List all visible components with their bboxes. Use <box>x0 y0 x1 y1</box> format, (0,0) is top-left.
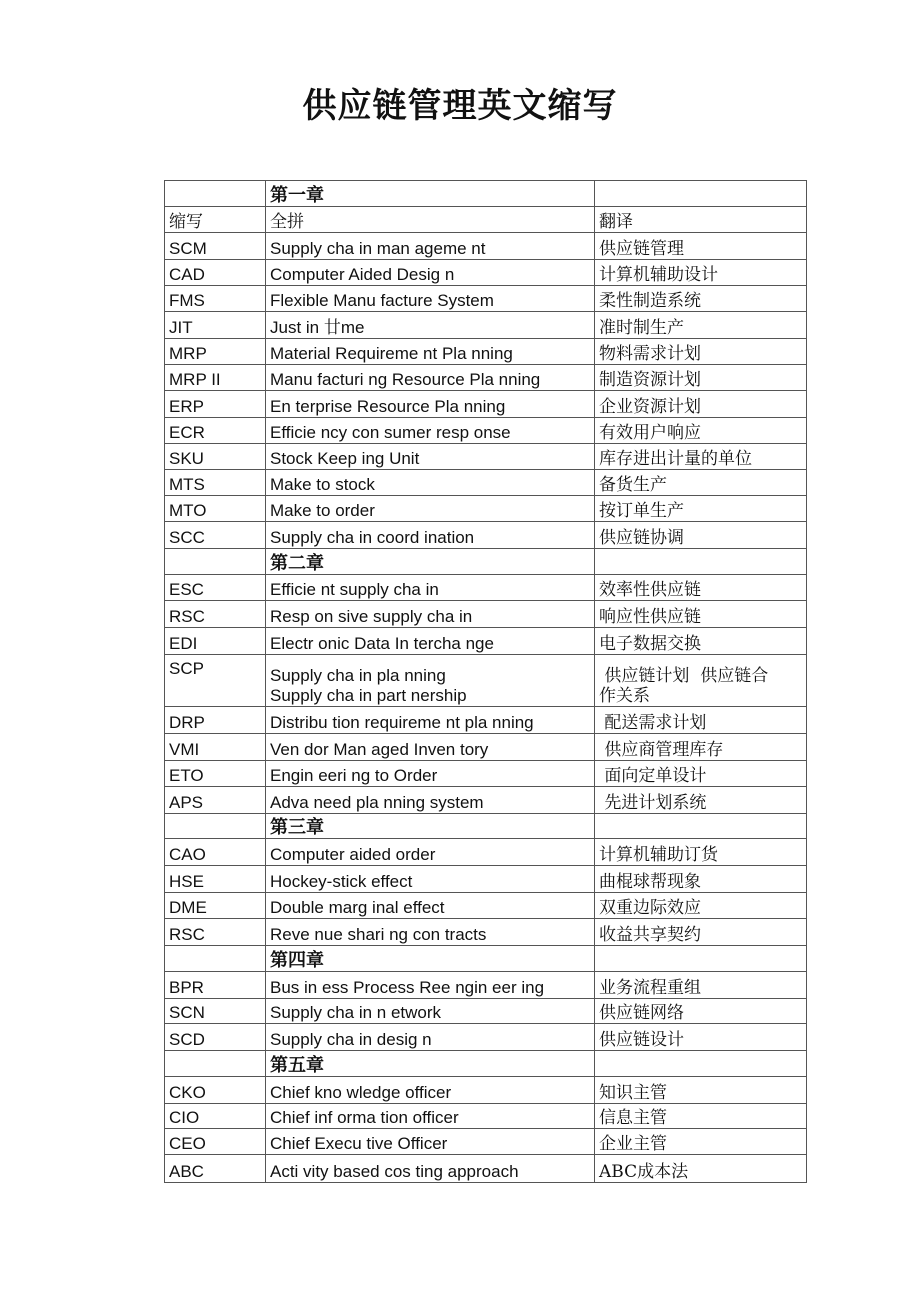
full-cell: Chief inf orma tion officer <box>266 1104 595 1129</box>
zh-cell: 面向定单设计 <box>595 761 807 787</box>
abbr-cell: RSC <box>165 601 266 628</box>
full-cell: Efficie nt supply cha in <box>266 575 595 601</box>
full-cell: Hockey-stick effect <box>266 866 595 893</box>
table-row <box>165 866 807 893</box>
full-line: Supply cha in part nership <box>270 686 467 705</box>
full-cell: Supply cha in n etwork <box>266 999 595 1024</box>
zh-cell: 业务流程重组 <box>595 972 807 999</box>
abbr-cell: RSC <box>165 919 266 946</box>
full-cell: Engin eeri ng to Order <box>266 761 595 787</box>
table-row <box>165 839 807 866</box>
full-cell: Just in 廿me <box>266 312 595 339</box>
abbr-cell: SCP <box>165 655 266 707</box>
header-row <box>165 207 807 233</box>
zh-cell: 计算机辅助订货 <box>595 839 807 866</box>
abbr-cell: ESC <box>165 575 266 601</box>
empty-cell <box>595 814 807 839</box>
header-abbr: 缩写 <box>165 207 266 233</box>
empty-cell <box>165 181 266 207</box>
table-row <box>165 761 807 787</box>
full-cell: Computer aided order <box>266 839 595 866</box>
zh-cell: 制造资源计划 <box>595 365 807 391</box>
table-row <box>165 972 807 999</box>
full-cell: Make to stock <box>266 470 595 496</box>
header-translation: 翻译 <box>595 207 807 233</box>
table-row <box>165 444 807 470</box>
chapter-heading: 第四章 <box>266 946 595 972</box>
full-cell: Bus in ess Process Ree ngin eer ing <box>266 972 595 999</box>
full-cell: Double marg inal effect <box>266 893 595 919</box>
zh-cell: ABC成本法 <box>595 1155 807 1183</box>
table-row <box>165 365 807 391</box>
zh-cell: 效率性供应链 <box>595 575 807 601</box>
zh-cell: 计算机辅助设计 <box>595 260 807 286</box>
abbr-cell: CAO <box>165 839 266 866</box>
table-row <box>165 1129 807 1155</box>
full-cell: Supply cha in desig n <box>266 1024 595 1051</box>
table-row <box>165 418 807 444</box>
abbr-cell: CAD <box>165 260 266 286</box>
chapter-heading: 第五章 <box>266 1051 595 1077</box>
chapter-heading: 第二章 <box>266 549 595 575</box>
abbr-cell: MTS <box>165 470 266 496</box>
table-row <box>165 233 807 260</box>
chapter-heading: 第三章 <box>266 814 595 839</box>
empty-cell <box>165 946 266 972</box>
zh-cell: 曲棍球帮现象 <box>595 866 807 893</box>
table-row <box>165 787 807 814</box>
table-row <box>165 734 807 761</box>
zh-cell: 供应链管理 <box>595 233 807 260</box>
empty-cell <box>165 1051 266 1077</box>
full-cell <box>266 655 595 707</box>
abbr-cell: SCN <box>165 999 266 1024</box>
zh-line: 作关系 <box>599 686 650 706</box>
table-row <box>165 601 807 628</box>
full-cell: Electr onic Data In tercha nge <box>266 628 595 655</box>
abbr-cell: SCD <box>165 1024 266 1051</box>
table-row <box>165 628 807 655</box>
full-cell: Manu facturi ng Resource Pla nning <box>266 365 595 391</box>
full-cell: Material Requireme nt Pla nning <box>266 339 595 365</box>
abbr-cell: JIT <box>165 312 266 339</box>
full-cell: Chief Execu tive Officer <box>266 1129 595 1155</box>
abbr-cell: ABC <box>165 1155 266 1183</box>
empty-cell <box>595 1051 807 1077</box>
abbr-cell: SCM <box>165 233 266 260</box>
chapter-row <box>165 1051 807 1077</box>
table-row <box>165 339 807 365</box>
full-cell: Stock Keep ing Unit <box>266 444 595 470</box>
zh-cell: 有效用户响应 <box>595 418 807 444</box>
abbr-cell: MRP <box>165 339 266 365</box>
zh-cell: 电子数据交换 <box>595 628 807 655</box>
abbr-cell: CKO <box>165 1077 266 1104</box>
zh-cell: 物料需求计划 <box>595 339 807 365</box>
table-row <box>165 707 807 734</box>
table-row <box>165 496 807 522</box>
full-cell: Supply cha in coord ination <box>266 522 595 549</box>
abbr-cell: ECR <box>165 418 266 444</box>
table-row <box>165 1155 807 1183</box>
zh-cell: 企业资源计划 <box>595 391 807 418</box>
chapter-row <box>165 814 807 839</box>
zh-cell: 库存进出计量的单位 <box>595 444 807 470</box>
abbr-cell: ERP <box>165 391 266 418</box>
empty-cell <box>595 181 807 207</box>
full-cell: Efficie ncy con sumer resp onse <box>266 418 595 444</box>
full-cell: Supply cha in man ageme nt <box>266 233 595 260</box>
zh-cell: 先进计划系统 <box>595 787 807 814</box>
zh-cell: 柔性制造系统 <box>595 286 807 312</box>
full-cell: En terprise Resource Pla nning <box>266 391 595 418</box>
zh-cell: 配送需求计划 <box>595 707 807 734</box>
full-cell: Adva need pla nning system <box>266 787 595 814</box>
abbr-cell: DME <box>165 893 266 919</box>
full-cell: Chief kno wledge officer <box>266 1077 595 1104</box>
table-row <box>165 312 807 339</box>
zh-cell: 供应链网络 <box>595 999 807 1024</box>
abbr-cell: VMI <box>165 734 266 761</box>
full-cell: Flexible Manu facture System <box>266 286 595 312</box>
document-title: 供应链管理英文缩写 <box>302 86 618 126</box>
abbr-cell: APS <box>165 787 266 814</box>
full-cell: Ven dor Man aged Inven tory <box>266 734 595 761</box>
zh-cell: 供应链协调 <box>595 522 807 549</box>
abbr-cell: ETO <box>165 761 266 787</box>
full-line: Supply cha in pla nning <box>270 666 446 685</box>
zh-cell: 供应商管理库存 <box>595 734 807 761</box>
chapter-heading: 第一章 <box>266 181 595 207</box>
abbr-cell: HSE <box>165 866 266 893</box>
header-full: 全拼 <box>266 207 595 233</box>
empty-cell <box>595 549 807 575</box>
zh-cell: 响应性供应链 <box>595 601 807 628</box>
zh-cell <box>595 655 807 707</box>
chapter-row <box>165 946 807 972</box>
empty-cell <box>165 814 266 839</box>
abbr-cell: CEO <box>165 1129 266 1155</box>
empty-cell <box>595 946 807 972</box>
chapter-row <box>165 181 807 207</box>
zh-cell: 双重边际效应 <box>595 893 807 919</box>
full-cell: Computer Aided Desig n <box>266 260 595 286</box>
full-cell: Reve nue shari ng con tracts <box>266 919 595 946</box>
abbr-cell: SKU <box>165 444 266 470</box>
table-row <box>165 1024 807 1051</box>
zh-cell: 供应链设计 <box>595 1024 807 1051</box>
table-row <box>165 655 807 707</box>
table-row <box>165 999 807 1024</box>
empty-cell <box>165 549 266 575</box>
abbr-cell: DRP <box>165 707 266 734</box>
full-cell: Resp on sive supply cha in <box>266 601 595 628</box>
zh-cell: 按订单生产 <box>595 496 807 522</box>
zh-cell: 信息主管 <box>595 1104 807 1129</box>
abbr-cell: MRP II <box>165 365 266 391</box>
zh-cell: 收益共享契约 <box>595 919 807 946</box>
abbr-cell: SCC <box>165 522 266 549</box>
abbreviation-table <box>164 180 807 1183</box>
zh-cell: 企业主管 <box>595 1129 807 1155</box>
table-row <box>165 391 807 418</box>
table-row <box>165 893 807 919</box>
abbr-cell: MTO <box>165 496 266 522</box>
chapter-row <box>165 549 807 575</box>
table-row <box>165 522 807 549</box>
table-row <box>165 286 807 312</box>
abbr-cell: FMS <box>165 286 266 312</box>
table-row <box>165 575 807 601</box>
full-cell: Distribu tion requireme nt pla nning <box>266 707 595 734</box>
abbr-cell: BPR <box>165 972 266 999</box>
table-row <box>165 1077 807 1104</box>
table-row <box>165 260 807 286</box>
zh-line: 供应链计划 供应链合 <box>599 666 769 686</box>
table-row <box>165 470 807 496</box>
zh-cell: 备货生产 <box>595 470 807 496</box>
zh-cell: 准时制生产 <box>595 312 807 339</box>
table-row <box>165 1104 807 1129</box>
full-cell: Make to order <box>266 496 595 522</box>
zh-cell: 知识主管 <box>595 1077 807 1104</box>
full-cell: Acti vity based cos ting approach <box>266 1155 595 1183</box>
table-row <box>165 919 807 946</box>
abbr-cell: EDI <box>165 628 266 655</box>
abbr-cell: CIO <box>165 1104 266 1129</box>
